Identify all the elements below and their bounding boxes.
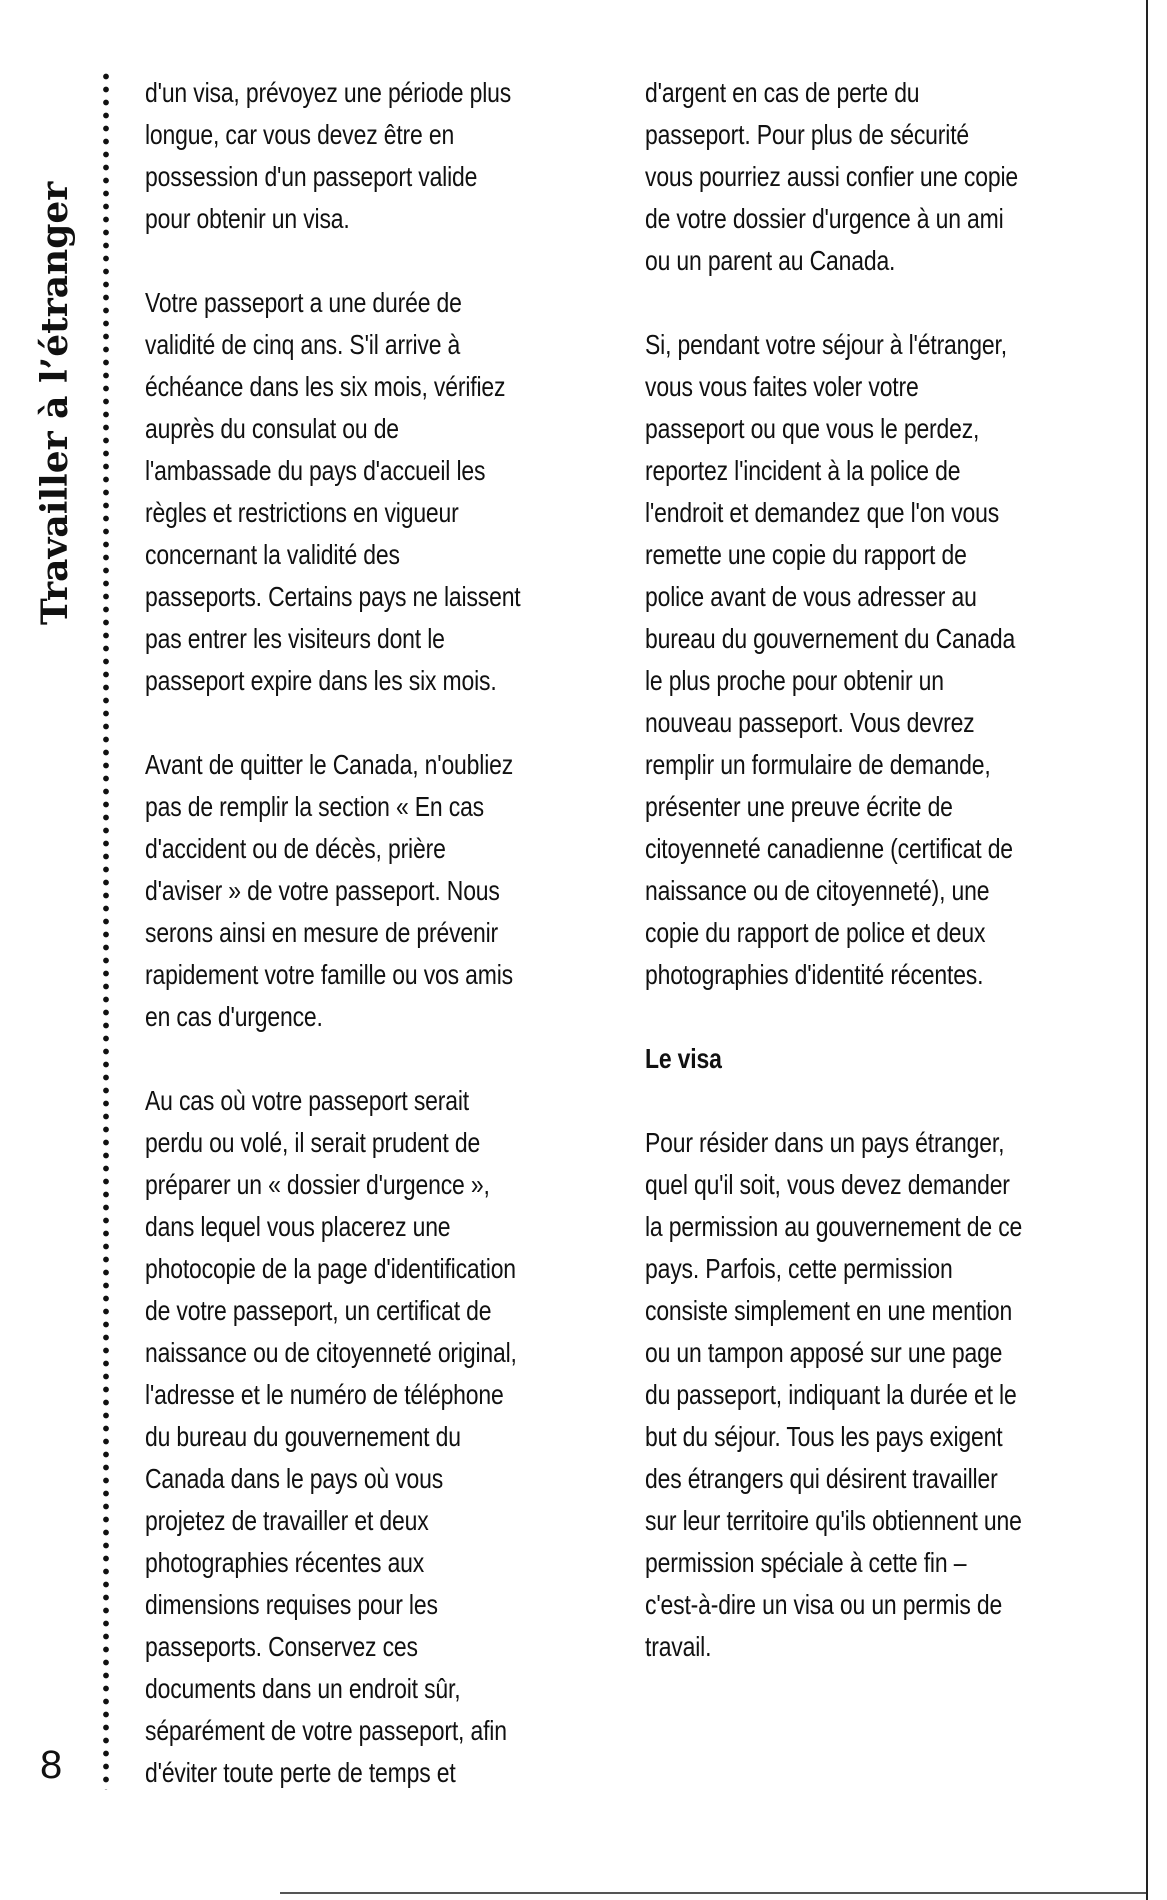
left-column	[145, 72, 522, 1836]
page-number: 8	[40, 1743, 63, 1787]
dotted-rule	[101, 70, 111, 1790]
paragraph: d'un visa, prévoyez une période plus longue, car vous devez être en possession d'un passeport valide pour obtenir un visa.	[145, 77, 512, 234]
page-edge-line	[1146, 0, 1148, 1900]
page-bottom-edge	[280, 1892, 1146, 1894]
section-title: Travailler à l’étranger	[34, 181, 76, 625]
paragraph: Si, pendant votre séjour à l'étranger, vous vous faites voler votre passeport ou que vous le perdez, reportez l'incident à la police de l'endroit et demandez que l'on vous remette une copie du rapport de police avant de vous adresser au bureau du gouvernement du Canada le plus proche pour obtenir un nouveau passeport. Vous devrez remplir un formulaire de demande, présenter une preuve écrite de citoyenneté canadienne (certificat de naissance ou de citoyenneté), une copie du rapport de police et deux photographies d'identité récentes.	[645, 329, 1016, 990]
paragraph: Avant de quitter le Canada, n'oubliez pas de remplir la section « En cas d'accident ou de décès, prière d'aviser » de votre passeport. Nous serons ainsi en mesure de prévenir rapidement votre famille ou vos amis en cas d'urgence.	[145, 749, 514, 1032]
right-column	[645, 72, 1022, 1710]
paragraph: d'argent en cas de perte du passeport. Pour plus de sécurité vous pourriez aussi confier une copie de votre dossier d'urgence à un ami ou un parent au Canada.	[645, 77, 1018, 276]
paragraph: Au cas où votre passeport serait perdu ou volé, il serait prudent de préparer un « dossier d'urgence », dans lequel vous placerez une photocopie de la page d'identification de votre passeport, un certificat de naissance ou de citoyenneté original, l'adresse et le numéro de téléphone du bureau du gouvernement du Canada dans le pays où vous projetez de travailler et deux photographies récentes aux dimensions requises pour les passeports. Conservez ces documents dans un endroit sûr, séparément de votre passeport, afin d'éviter toute perte de temps et	[145, 1085, 517, 1788]
paragraph: Pour résider dans un pays étranger, quel qu'il soit, vous devez demander la permission au gouvernement de ce pays. Parfois, cette permission consiste simplement en une mention ou un tampon apposé sur une page du passeport, indiquant la durée et le but du séjour. Tous les pays exigent des étrangers qui désirent travailler sur leur territoire qu'ils obtiennent une permission spéciale à cette fin – c'est-à-dire un visa ou un permis de travail.	[645, 1127, 1023, 1662]
paragraph: Votre passeport a une durée de validité de cinq ans. S'il arrive à échéance dans les six mois, vérifiez auprès du consulat ou de l'ambassade du pays d'accueil les règles et restrictions en vigueur concernant la validité des passeports. Certains pays ne laissent pas entrer les visiteurs dont le passeport expire dans les six mois.	[145, 287, 521, 696]
section-heading: Le visa	[645, 1043, 722, 1074]
